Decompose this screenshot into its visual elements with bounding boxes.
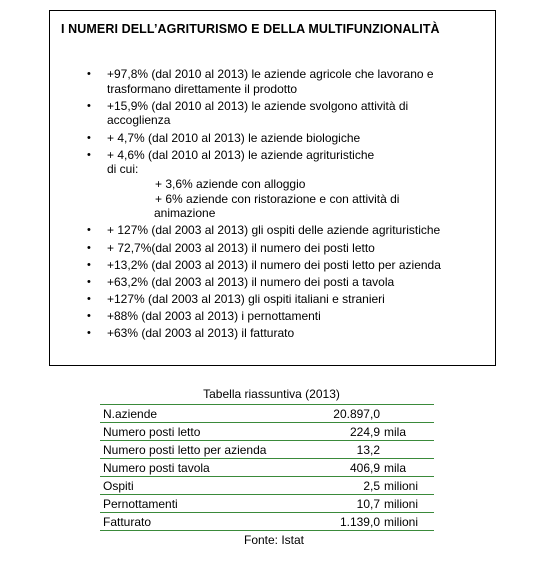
table-row [100,477,434,495]
list-item-text: + 4,7% (dal 2010 al 2013) le aziende biologiche [107,130,361,145]
table-cell-label: Fatturato [100,513,287,531]
list-item-text: +127% (dal 2003 al 2013) gli ospiti italiani e stranieri [107,292,385,307]
bullet-list [50,67,495,344]
list-item-text: + 127% (dal 2003 al 2013) gli ospiti delle aziende agrituristiche [107,223,441,238]
sub-item-text: + 3,6% aziende con alloggio [155,176,306,191]
table-cell-value: 20.897,0 [287,405,380,423]
table-source [0,533,548,547]
list-item-text: di cui: [107,162,139,177]
table-cell-unit: mila [380,423,434,441]
table-row [100,405,434,423]
summary-table-section [100,387,435,531]
table-cell-unit: milioni [380,495,434,513]
box-title: I NUMERI DELL’AGRITURISMO E DELLA MULTIFUNZIONALITÀ [61,22,440,36]
list-item-text: trasformano direttamente il prodotto [107,81,298,96]
bullet-icon: • [87,224,91,237]
sub-item-text: + 6% aziende con ristorazione e con attività di [155,191,400,206]
bullet-icon: • [87,241,91,254]
bullet-icon: • [87,131,91,144]
table-row [100,459,434,477]
list-item-text: + 72,7%(dal 2003 al 2013) il numero dei posti letto [107,240,375,255]
list-item-text: +13,2% (dal 2003 al 2013) il numero dei posti letto per azienda [107,257,441,272]
list-item-text: +15,9% (dal 2010 al 2013) le aziende svolgono attività di [107,98,409,113]
table-cell-value: 1.139,0 [287,513,380,531]
table-caption: Tabella riassuntiva (2013) [203,387,340,401]
bullet-icon: • [87,293,91,306]
list-item [50,148,495,221]
table-row [100,441,434,459]
bullet-icon: • [87,258,91,271]
table-cell-unit: milioni [380,477,434,495]
table-cell-unit [380,405,434,423]
table-cell-label: Numero posti tavola [100,459,287,477]
bullet-icon: • [87,327,91,340]
list-item-text: + 4,6% (dal 2010 al 2013) le aziende agrituristiche [107,147,375,162]
list-item [50,275,495,290]
list-item [50,241,495,256]
list-item [50,309,495,324]
table-cell-value: 2,5 [287,477,380,495]
table-cell-label: Numero posti letto per azienda [100,441,287,459]
bullet-icon: • [87,148,91,161]
table-cell-unit [380,441,434,459]
source-text: Fonte: Istat [243,533,305,547]
list-item-text: +63,2% (dal 2003 al 2013) il numero dei posti a tavola [107,274,395,289]
table-cell-unit: milioni [380,513,434,531]
bullet-icon: • [87,99,91,112]
table-cell-label: Pernottamenti [100,495,287,513]
table-row [100,495,434,513]
info-box [49,10,496,366]
list-item [50,223,495,238]
table-row [100,423,434,441]
table-cell-value: 10,7 [287,495,380,513]
summary-table [100,404,434,531]
list-item [50,292,495,307]
list-item [50,67,495,96]
list-item [50,131,495,146]
table-cell-value: 224,9 [287,423,380,441]
sub-item-text: animazione [154,206,216,221]
table-row [100,513,434,531]
table-cell-label: Ospiti [100,477,287,495]
bullet-icon: • [87,68,91,80]
list-item-text: +88% (dal 2003 al 2013) i pernottamenti [107,309,321,324]
table-cell-label: Numero posti letto [100,423,287,441]
list-item-text: +63% (dal 2003 al 2013) il fatturato [107,326,295,341]
table-cell-unit: mila [380,459,434,477]
table-cell-value: 13,2 [287,441,380,459]
table-cell-label: N.aziende [100,405,287,423]
table-cell-value: 406,9 [287,459,380,477]
list-item-text: +97,8% (dal 2010 al 2013) le aziende agricole che lavorano e [107,67,434,81]
bullet-icon: • [87,275,91,288]
list-item-text: accoglienza [107,113,171,128]
list-item [50,258,495,273]
bullet-icon: • [87,310,91,323]
list-item [50,99,495,128]
list-item [50,326,495,341]
